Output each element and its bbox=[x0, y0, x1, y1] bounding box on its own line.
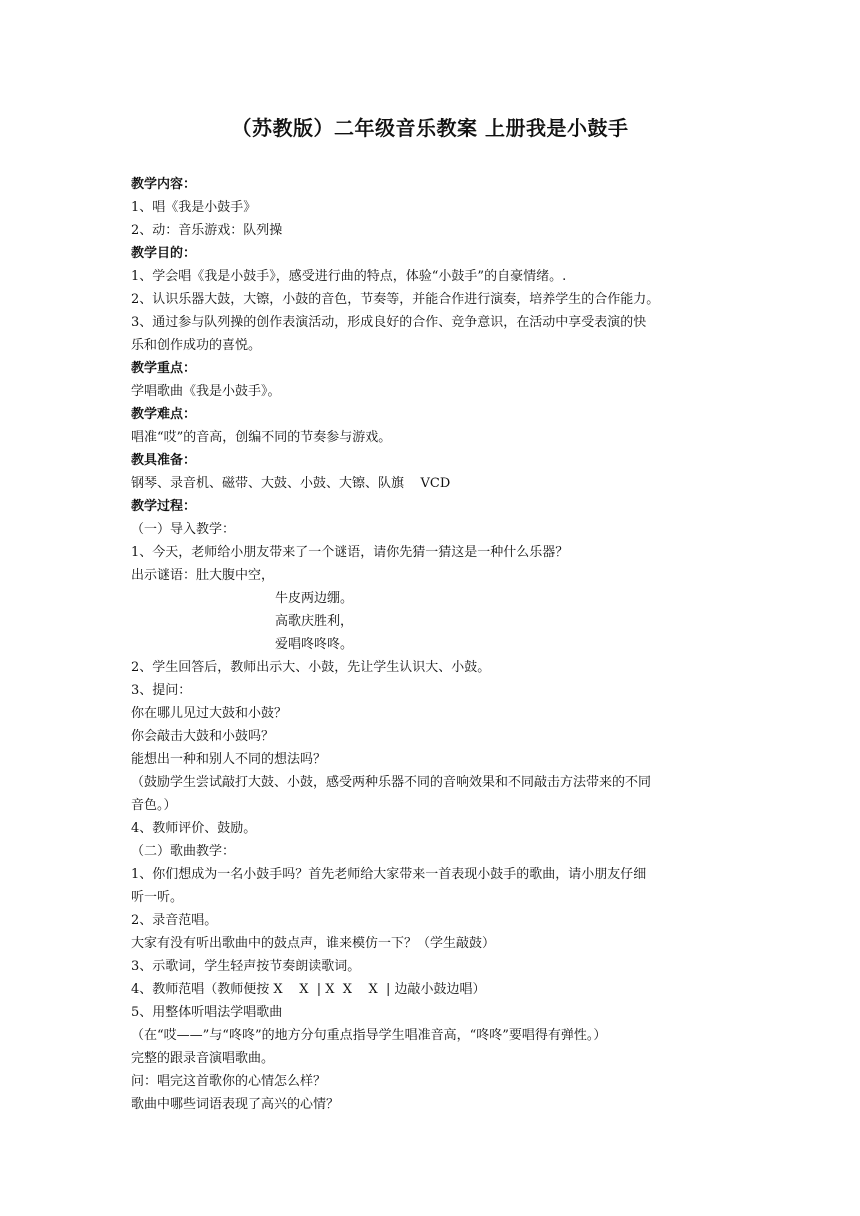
text-line: 音色。） bbox=[131, 798, 177, 813]
riddle-line: 牛皮两边绷。 bbox=[275, 591, 354, 606]
section-heading-difficulties: 教学难点： bbox=[131, 407, 197, 422]
text-line: 问：唱完这首歌你的心情怎么样？ bbox=[131, 1074, 327, 1089]
text-line: 5、用整体听唱法学唱歌曲 bbox=[131, 1005, 283, 1020]
text-line: 2、学生回答后，教师出示大、小鼓，先让学生认识大、小鼓。 bbox=[131, 660, 491, 675]
text-line: 1、今天，老师给小朋友带来了一个谜语，请你先猜一猜这是一种什么乐器？ bbox=[131, 545, 569, 560]
section-heading-process: 教学过程： bbox=[131, 499, 197, 514]
text-line: 大家有没有听出歌曲中的鼓点声，谁来模仿一下？（学生敲鼓） bbox=[131, 936, 496, 951]
rhythm-notation-line: 4、教师范唱（教师便按 X X | X X X | 边敲小鼓边唱） bbox=[131, 982, 486, 997]
text-line: 1、你们想成为一名小鼓手吗？首先老师给大家带来一首表现小鼓手的歌曲，请小朋友仔细 bbox=[131, 867, 647, 882]
text-line: 能想出一种和别人不同的想法吗？ bbox=[131, 752, 327, 767]
text-line: 2、动：音乐游戏：队列操 bbox=[131, 223, 283, 238]
text-line: 听一听。 bbox=[131, 890, 184, 905]
text-line: 3、示歌词，学生轻声按节奏朗读歌词。 bbox=[131, 959, 361, 974]
text-line: 4、教师评价、鼓励。 bbox=[131, 821, 257, 836]
text-line: 1、唱《我是小鼓手》 bbox=[131, 200, 257, 215]
text-line: 你会敲击大鼓和小鼓吗？ bbox=[131, 729, 275, 744]
text-line: （在“哎——”与“咚咚”的地方分句重点指导学生唱准音高，“咚咚”要唱得有弹性。） bbox=[131, 1028, 607, 1043]
text-line: （鼓励学生尝试敲打大鼓、小鼓，感受两种乐器不同的音响效果和不同敲击方法带来的不同 bbox=[131, 775, 652, 790]
document-body bbox=[131, 173, 731, 1116]
riddle-line: 高歌庆胜利， bbox=[275, 614, 354, 629]
text-line: 学唱歌曲《我是小鼓手》。 bbox=[131, 384, 281, 399]
text-line: 出示谜语：肚大腹中空， bbox=[131, 568, 275, 583]
page-title: （苏教版）二年级音乐教案 上册我是小鼓手 bbox=[231, 116, 629, 140]
text-line: （一）导入教学： bbox=[131, 522, 236, 537]
text-line: 乐和创作成功的喜悦。 bbox=[131, 338, 262, 353]
section-heading-key-points: 教学重点： bbox=[131, 361, 197, 376]
text-line: 唱准“哎”的音高，创编不同的节奏参与游戏。 bbox=[131, 430, 392, 445]
text-line: 你在哪儿见过大鼓和小鼓？ bbox=[131, 706, 288, 721]
text-line: 2、录音范唱。 bbox=[131, 913, 218, 928]
text-line: 歌曲中哪些词语表现了高兴的心情？ bbox=[131, 1097, 340, 1112]
text-line: 3、提问： bbox=[131, 683, 192, 698]
text-line: 完整的跟录音演唱歌曲。 bbox=[131, 1051, 275, 1066]
section-heading-content: 教学内容： bbox=[131, 177, 197, 192]
text-line: 2、认识乐器大鼓，大镲，小鼓的音色，节奏等，并能合作进行演奏，培养学生的合作能力。 bbox=[131, 292, 660, 307]
section-heading-materials: 教具准备： bbox=[131, 453, 197, 468]
text-line: （二）歌曲教学： bbox=[131, 844, 236, 859]
text-line: 钢琴、录音机、磁带、大鼓、小鼓、大镲、队旗 VCD bbox=[131, 476, 451, 491]
text-line: 1、学会唱《我是小鼓手》，感受进行曲的特点，体验“小鼓手”的自豪情绪。. bbox=[131, 269, 567, 284]
section-heading-goals: 教学目的： bbox=[131, 246, 197, 261]
text-line: 3、通过参与队列操的创作表演活动，形成良好的合作、竞争意识，在活动中享受表演的快 bbox=[131, 315, 647, 330]
riddle-line: 爱唱咚咚咚。 bbox=[275, 637, 354, 652]
